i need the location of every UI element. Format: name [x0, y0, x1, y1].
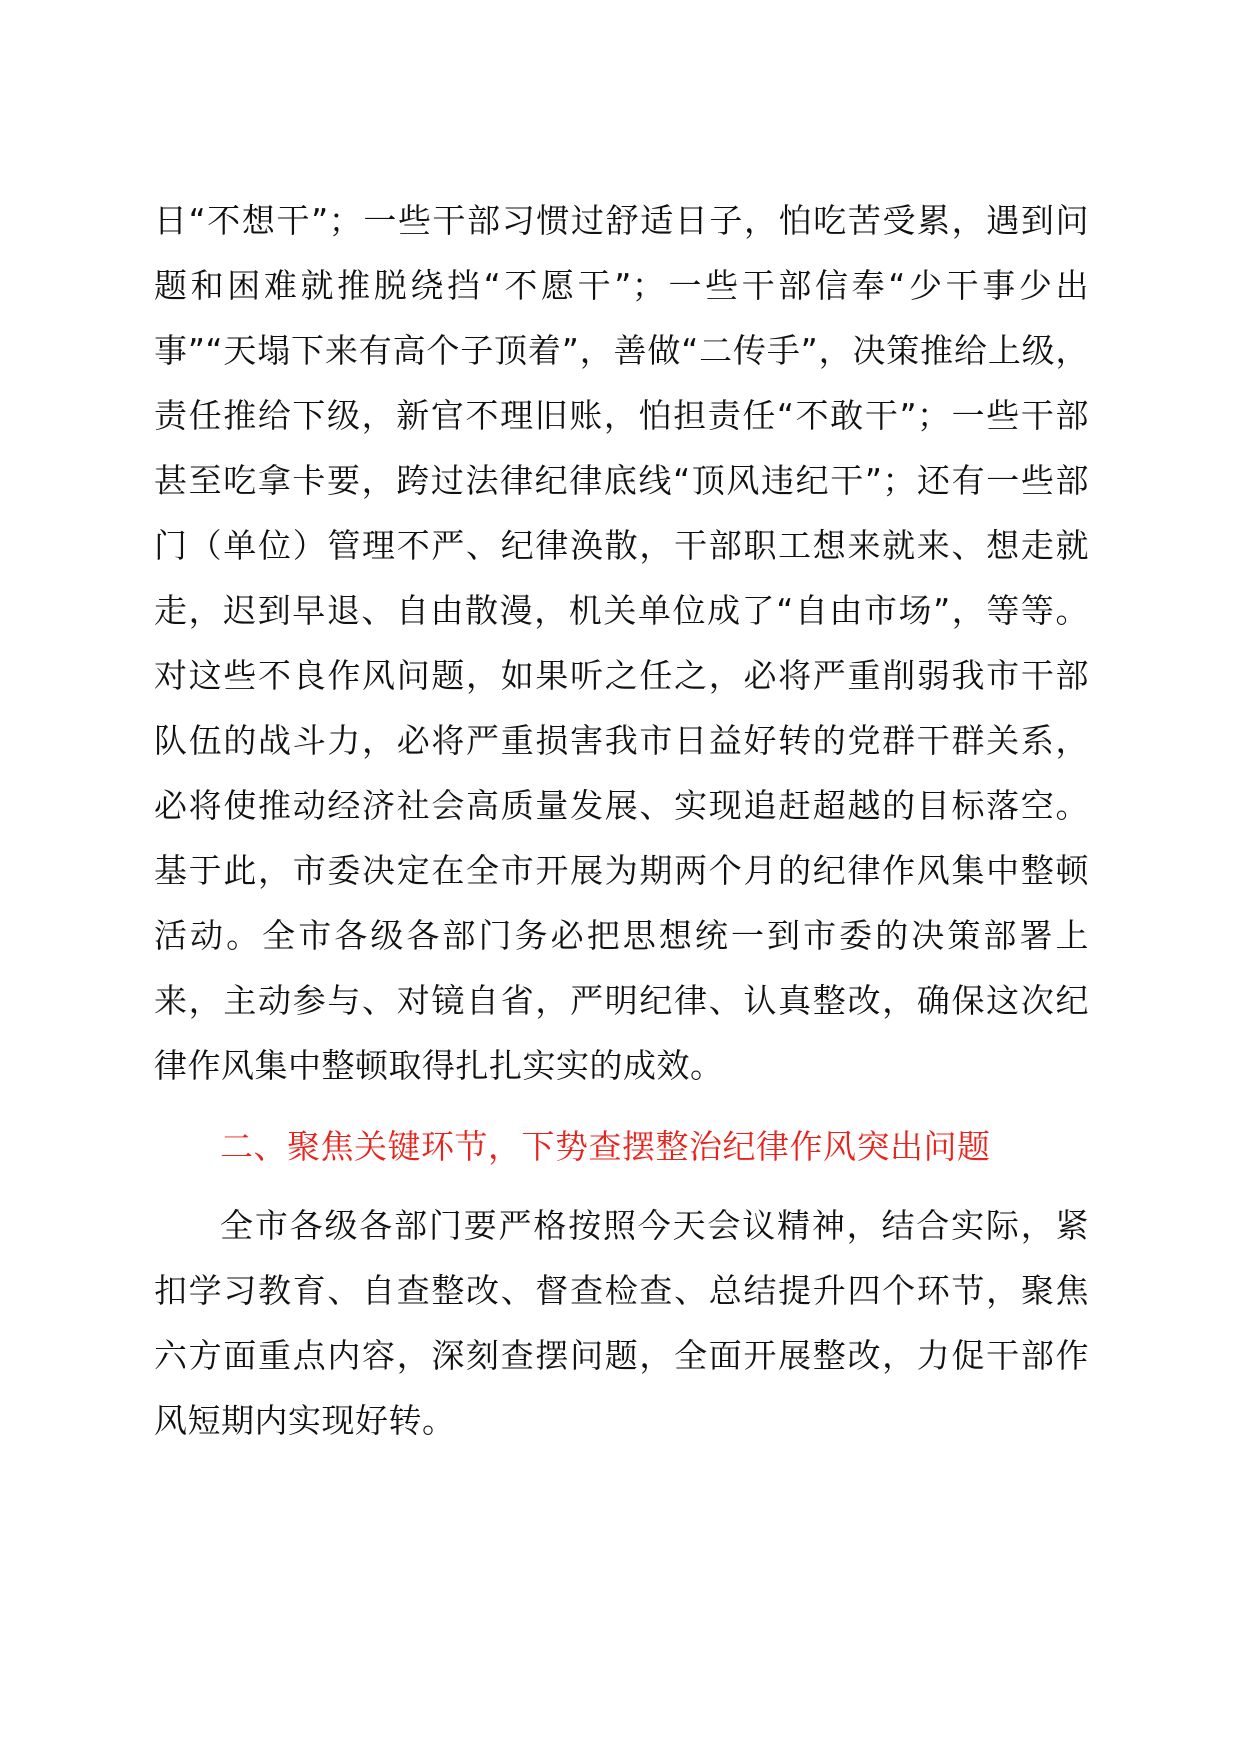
document-body [154, 188, 1089, 1453]
section-heading: 二、聚焦关键环节，下势查摆整治纪律作风突出问题 [220, 1127, 991, 1166]
body-paragraph-continued: 日“不想干”；一些干部习惯过舒适日子，怕吃苦受累，遇到问题和困难就推脱绕挡“不愿干”；一些干部信奉“少干事少出事”“天塌下来有高个子顶着”，善做“二传手”，决策推给上级，责任推给下级，新官不理旧账，怕担责任“不敢干”；一些干部甚至吃拿卡要，跨过法律纪律底线“顶风违纪干”；还有一些部门（单位）管理不严、纪律涣散，干部职工想来就来、想走就走，迟到早退、自由散漫，机关单位成了“自由市场”，等等。对这些不良作风问题，如果听之任之，必将严重削弱我市干部队伍的战斗力，必将严重损害我市日益好转的党群干群关系，必将使推动经济社会高质量发展、实现追赶超越的目标落空。基于此，市委决定在全市开展为期两个月的纪律作风集中整顿活动。全市各级各部门务必把思想统一到市委的决策部署上来，主动参与、对镜自省，严明纪律、认真整改，确保这次纪律作风集中整顿取得扎扎实实的成效。 [154, 201, 1089, 1085]
body-paragraph-section2: 全市各级各部门要严格按照今天会议精神，结合实际，紧扣学习教育、自查整改、督查检查、总结提升四个环节，聚焦六方面重点内容，深刻查摆问题，全面开展整改，力促干部作风短期内实现好转。 [154, 1206, 1089, 1440]
